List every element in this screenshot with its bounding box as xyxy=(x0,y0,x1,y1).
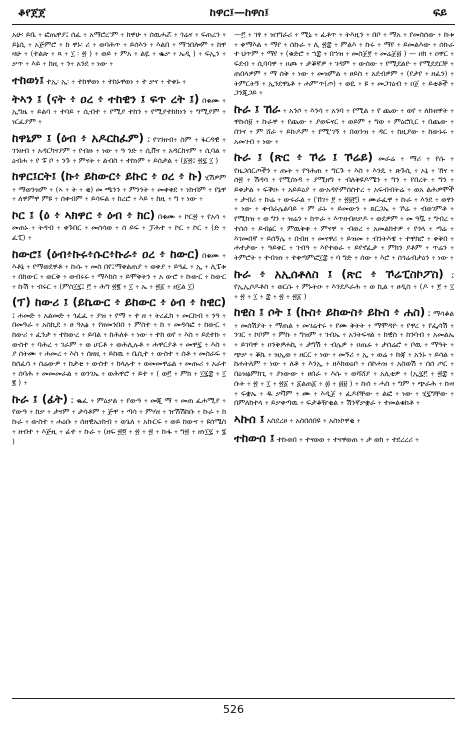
dictionary-entry xyxy=(234,102,454,146)
dictionary-entry xyxy=(234,30,454,98)
entry-headword: ከዋኒም ፤ (ዕብ ፥ አዶርከፈም) xyxy=(12,130,144,145)
entry-definition: ፤ ቈፈ ፥ ምዕቃል ፥ የውዓ ፥ መጂ ማ ፥ መጠ ፈሐሚያ ፥ የውዓ ፥ ከቃ ፥ ታናም ፥ ታሳቶም ፥ ጅዋ ፥ ጣሳ ፥ ምሃዘ ፥ ዠሽሽከቡ ፥ ኩራ ፥ ከ ኩራ ፥ ውስተ ፥ ሐዕቡ ፥ ሰዘዊኤነክብ ፥ ወጌለ ፥ አኩርፍ ፥ ወይ ከውና ፥ ዩሰሜስ ፥ ዘብተ ፥ እጅዚ ፥ ፊተ ፥ ኩራ ፥ (ዘፍ ፳፬ ፥ ፳ ፥ ፳ ፥ ኩፋ ፥ ግ፳ ፥ ዘነ፲፯ ፥ ፮ ) xyxy=(12,396,226,446)
right-column xyxy=(234,30,454,694)
dictionary-entry xyxy=(234,150,454,262)
entry-definition: ሂሽዎም ፥ ማወንዝም ፥ (ኣ ፥ ት ፥ ቂ) መ ጫንን ፥ ምንንት ፥ መቀቀደ ፥ ነክብም ፥ የኔዋ ፥ ለዋምዋ ምዩ ፥ ሰቀብም ፥ ይሳፍል ፥ ከረሮ ፥ እይ ፥ ከዚ ፥ ግ ፥ ነው ፥ xyxy=(12,173,226,204)
dictionary-entry xyxy=(12,30,226,69)
entry-definition: ፤ የገንዘብ፥ ስም ፥ ፋርዳዊ ፥ ገንዘብ ፥ አዳርካናያም ፥ የብዙ ፥ ነው ፥ ዓ ንድ ፥ ሲቨና ፥ አዳርከናም ፥ ሲባል ፥ ዕብሐ ፥ የ ፑ ቦ ፥ ንጉ ፥ ምናት ፥ ልብስ ፥ ተከነም ፥ ይሰታል ፥ (፩፳፤ ፳፯ ፲ ) xyxy=(12,134,226,165)
dictionary-entry xyxy=(12,169,226,204)
entry-headword: ከዋር፤ርት፤ (ኩ፥ ይከውር፥ ይኩር ፥ ዐረ ፥ ኩ) xyxy=(12,169,203,184)
entry-definition: በቁሙ ፥ ኢግዜ ፥ ይልባ ፥ ተባይ ፥ ሲብተ ፥ የሚያ ተከን ፥ የሚያተከክነን ፥ ግሚያም ፥ ነርፈያም ፥ xyxy=(12,96,226,127)
dictionary-entry xyxy=(12,92,226,127)
entry-definition: በቁሙ ፥ ኮር፳ ፥ የአሳ ፥ መጠኑ ፥ ትዳብ ፥ ቀጉበር ፥ መሰሳወ ፥ ሰ ይፍ ፥ ፓሕተ ፥ ኮር ፥ ኮር ፥ (ድ ፥ ፈፒ) ፥ xyxy=(12,212,226,243)
entry-headword: ኩራ ፤ (ፊት) xyxy=(12,392,68,407)
entry-headword: ኩራ ፤ ኸራ xyxy=(234,101,281,116)
entry-definition: ፤ ማሳቆል ፥ መሰሽያት ፥ ማጠል ፥ መገሬተሩ ፥ የሙ ቅትት ፥ ማሞዳዮ ፥ የዋረ ፥ የፌሳሽ ፥ ንገር ፥ ኮቦም ፥ ምኩ ፥ ግዝም ፥ ገብኤ ፥ አንትፍናል ፥ ከዊስ ፥ ከንባብ ፥ አመልኤ ፥ ይገባዋ ፥ ዐንቅዎሐኪ ፥ ታግሽ ፥ ብሌዎ ፥ ዐጤሩ ፥ ታሰሬሮ ፥ ቦዉ ፥ ማዓት ፥ ጭቃ ፥ ቖኬ ፥ ዝኢወ ፥ ዘርር ፥ ነው ፥ መኝሪ ፥ ኢ ፥ ወሬ ፥ ኩጃ ፥ አንኑ ፥ ይሳል ፥ ከሐትለም ፥ ነው ፥ ለቶ ፥ እንኢ ፥ ዘእክወዕቦ ፥ ሰኮሐዝ ፥ አስወሽ ፥ ሰሰ ጦር ፥ በዕዝፅምክጊ ፥ ያነውው ፥ ፀበራ ፥ እሱ ፥ ወሻሸያ ፥ አሊቲዎ ፥ (ኢ፯፫ ፥ ፳፰ ፥ ቡት ፥ ፳ ፥ ፲ ፥ ፳፩ ፥ ፩ልጠ፩ ፥ ፴ ፥ ፴፱ ) ፥ ኩሰ ፥ ሓስ ፥ ግም ፥ ጭራሕ ፥ ኩዛ ፥ ፍቋኤ ፥ ዱ ቃቫም ፥ ሙ ፥ እዲጀ ፥ ፈዶየቸው ፥ ልፎ ፥ ነው ፥ ሂ፯ግቸው ፥ በምለክተላ ፥ ይቃቀጣዉ ፥ ፍታቆዥቂል ፥ ሽንኛቃቋራ ፥ ተመልቁከቶ ፥ xyxy=(234,309,454,408)
entry-definition: ተኩወበ ፥ ተናወወ ፥ ተናዋወጠ ፥ ታ ወክ ፥ ተደረረሪ ፥ xyxy=(276,435,419,445)
entry-headword: ከዊስ ፤ ሶት ፤ (ኩስ፥ ይከውስ፥ ይኩስ ፥ ሐስ) xyxy=(234,305,426,320)
entry-headword: (ፕ) ከውሪ ፤ (ይኬውር ፥ ይከውር ፥ ዕብ ፥ ከዊር) xyxy=(12,295,226,310)
running-header xyxy=(18,2,455,24)
dictionary-entry xyxy=(12,392,226,446)
footer-rule xyxy=(12,698,455,699)
entry-definition: አሁ፡ ይቤ ፥ ፎጤዋያ፤ ሰፈ ፥ አማሮረ'ም ፥ ከዋሁ ፥ ሰዉሐሯ ፥ ጎሬና ፥ ፍጠረን ፥ ይኔሲ ፥ አጅምሮ ፥ ከ ዋኑ፡ ሪ ፥ ወባሕጥ ፥ ይሰእን ፥ እልበ ፥ ማኅበሎም ፥ ከዋ ዛሁ ፥ (ተልጵ ፥ ጻ ፥ ፲ ፡ ፳ ) ፥ ወይ ፥ ምአ ፥ ልዬ ፥ ቈቃ ፥ ኤዲ ) ፥ ፍኢን ፥ ቃጥ ፥ እይ ፥ ከዚ ፥ ን፥ አንደ ፥ ነው ፥ xyxy=(12,30,226,69)
dictionary-entry xyxy=(234,267,454,302)
dictionary-entry xyxy=(234,305,454,408)
dictionary-entry xyxy=(12,208,226,243)
header-rule xyxy=(12,24,455,25)
entry-definition: መራሬ ፥ ማሪ ፥ የሱ ፥ የዜጋሰርጦችን ፥ ጡት ፥ የጓሕጠ ፥ ግርጉ ፥ እስ ፥ እንዴ ፥ ጽጉሲ ፥ ኦኔ ፥ ኸና ፥ ሰ፳ ፥ ሽዳሳ ፥ የሚሰነዳ ፥ ያሚዘግ ፥ ብለቅዩዶሜን ፥ ግን ፥ የበረት ፥ ግን ፥ ይቀታል ፥ ፍቕዑ ፥ አይይዕያ ፥ ውአዳዮምሰስተረ ፥ አፍብብትሬ ፥ ወአ ልሕዎሞች ፥ ታብሪ ፥ ኩሬ ፥ ውሩራል ፥ (ኸገ፥ ፻ ፥ ፳፱፫) ፥ ሙራፈዋ ፥ ኩራ ፥ እንደ ፥ ወፃን ፥ ነው ፥ ቀብራሌልባይ ፥ ም ራኑ ፥ ይመውን ፥ ጸርጋኤ ፥ ኾሬ ፥ ብወገምቶ ፥ የሚክዝ ፥ ወ ግን ፥ ዝሬን ፥ ከጥራ ፥ እጥዘብዞቃዶ ፥ ወደዎም ፥ መ ዓቯ ፥ ግብረ ፥ ተሰሰ ፥ ይብፅር ፥ ምዉቅቀ ፥ ምናዋ ፥ ብወረ ፥ አመልክተዎ ፥ የጎላ ፥ ጣሬ ፥ እገመበኛ ፥ ይሰኝሌ ፥ በብዘ ፥ መናዋሪ ፥ ይዝመ ፥ ብንትእዌ ፥ ተዋክሮ ፥ ቀቅበ ፥ ሐተታው ፥ ዓይቀር ፥ ገብዓ ፥ እየተወራ ፥ ይየኖፈታ ፥ ምክን ያቶም ፥ ጥሬን ፥ ትምሮት ፥ ተብዝነ ፥ ተቀጣምፎ፲፰ ፥ ባ ግድ ፥ ሰው ፥ እሮ ፥ ሰጎሬብታዕን ፥ ነው ፥ xyxy=(234,154,454,262)
entry-definition: አስደረፀ ፥ አስበሰበዩ ፥ አስነኮዋቂ ፥ xyxy=(266,415,361,425)
dictionary-entry xyxy=(12,73,226,88)
entry-definition: ፥ አንሶ ፥ እንሳ ፥ አንባ ፥ የሚል ፥ የ ጨው ፥ ወየ ፥ ለኩዘዋት ፥ ዋኩሰ፱ ፥ ኩራዋ ፥ የጨው ፥ ያወፍናር ፥ ወይም ፥ ግወ ፥ ምዕሮቢር ፥ በጨው ፥ በንና ፥ ም ሸራ ፥ ይኩዶም ፥ የሚ'ገኝ ፥ በወንዝ ፥ ዳር ፥ ከዚያው ፥ ከውኑሩ ፥ አመገብ ፥ ነው ፥ xyxy=(234,105,454,146)
header-left: ቆየጀጀ xyxy=(18,6,46,19)
left-column xyxy=(12,30,226,694)
entry-headword: ተከወነ፤ xyxy=(12,72,44,87)
entry-definition: ፤ የኢኢሶዶቶስ ፥ ወርሱ ፥ ምኑትዑ ፥ እንደዶራሕ ፥ ወ ኪል ፥ ፀዲስ ፥ (ዶ ፥ ፻ ፥ ፲ ፥ ፳ ፥ ፲ ፥ ፰ ፥ ፳ ፥ ፳፩ ) xyxy=(234,270,454,301)
dictionary-entry xyxy=(12,295,226,388)
header-title: ከዋር፤—ከዋስ፤ xyxy=(209,6,269,19)
dictionary-entry xyxy=(12,131,226,166)
entry-definition: በቁሙ ፥ እቶኔ ፥ የማወደዋቶ ፥ ኩሱ ፥ መስ በየ፤ማቀልጠያ ፥ ወቀያ ፥ ይጓፈ ፥ ኢ ፥ ሊፔቱ ፥ በከውር ፥ ወርቅ ፥ ወብሩሩ ፥ ማእክስ ፥ ይሞቅትን ፥ አ ውሮ ፥ ኩውር ፥ ከውር ፥ ኩሽ ፥ ብሩር ፥ (ምስ፲፯፤ ፫ ፥ ሕግ ፳፪ ፥ ፲ ፥ ኤ ፥ ፳፩ ፥ ዘ፲ል ፲) xyxy=(12,250,226,291)
entry-headword: ትኣን ፤ (ናት ፥ ዐረ ፥ ተከዊን ፤ ፍጥ ረት ፤) xyxy=(12,92,200,107)
entry-definition: —፫ ፥ ገፃ ፥ ዝገግራሪ ፥ ሚኒ ፥ ፈቶጥ ፥ ትእዚን ፥ በቦ ፥ ማአ ፥ የመስሰው ፥ ኩቱ ፥ ቀማእል ፥ ማየ ፥ ሰኩራ ፥ ሊ ፳፰ ፥ ምልእ ፥ ኩሩ ፥ ማየ ፥ ይመልእው ፥ ሰኩራ ተ ህጥም ፥ ማየ ፥ (ቁድሮ ፥ ኀ፰ ፥ በኀዝ ፥ መስጀ፻ ፥ መሬጀ፴ ) — ዐክ ፥ ዐዋር ፥ ፍደብ ፥ ሲባባዋ ፥ ዐጮ ፥ ታቖኛዎ ፥ ገዳም ፥ ውስው ፥ የሚደልዮ ፥ የሚደደርቸ ፥ ጠበላዎም ፥ ማ ሰቅ ፥ ነው ፥ መዝምል ፥ ፀይስ ፥ አደብዎም ፥ (የታየ ፥ ዘፈን) ፥ ትምርትኝ ፥ ኢንደዋኒቶ ፥ ሐም'ጥ(ጦ) ፥ ወዪ ፥ ዩ ፥ መጋገዕብ ፥ ዐጀ ፥ ይቲቶች ፥ ጋንጂጋይ ፥ xyxy=(234,30,454,98)
entry-headword: ኩራ ፥ አኢሰቶለስ ፤ (ጽር ፥ ኾሬፒስኮፖስ) xyxy=(234,266,444,281)
dictionary-entry xyxy=(234,412,454,427)
header-right: ፍይ xyxy=(432,6,447,19)
entry-definition: ፤ ሐመድ ፥ አልመድ ፥ ጎፈፈ ፥ ያዝ ፥ የማ ፥ ተ ዘ ፥ ትረፈክ ፥ መርከብ ፥ ንዓ ፥ በመዓራ ፥ አስኪደ ፥ ፀ ዓአፅ ፥ የዘመንበበ ፥ ምስተ ፥ ከ ፥ መዳሳፎ ፥ ከውር ፥ ከውሪ ፥ ፈንታ ፥ ተከውረ ፥ ይባል ፥ ከሕለፉ ፥ ነው ፥ ተከ ወየ ፥ እስ ፥ ይደተኩ ፥ ውስተ ፥ ባሕረ ፥ ገራም ፥ ወ ሆርቶ ፥ ወሕሊሉቶ ፥ ሐዋርያቶ ፥ መዋ፯ ፥ እስ ፥ ያ ሰትሙ ፥ ሐመረ ፥ እስ ፥ ሰዘዚ ፥ ይከዉ ፥ ቤሲተ ፥ ውስተ ፥ ሰቶ ፥ መስራፍ ፥ ከሰፈሳ ፥ ሰሬውዎ ፥ ከታቲ ፥ ውስተ ፥ ክላሉተ ፥ ወመመዋሬል ፥ መጡሪ ፥ አራተ ፥ ሰባሕ ፥ መመመራል ፥ ወንገኤ ፥ ወሕዋሮ ፥ ይተ ፥ ( ወ፫ ፥ ምክ ፥ ፲፯፰ ፥ ፲ ፪ ) ፥ xyxy=(12,310,226,388)
dictionary-entry xyxy=(12,247,226,291)
dictionary-entry xyxy=(234,431,454,446)
entry-headword: ተከውሰ ፤ xyxy=(234,431,275,446)
page-number: 526 xyxy=(223,703,244,716)
entry-headword: ኩራ ፤ (ጽር ፥ ኾሬ ፤ ኾሬይ) xyxy=(234,150,373,165)
entry-headword: ኣኩሰ ፤ xyxy=(234,411,265,426)
entry-headword: ኮር ፤ (ዕ ፥ ኣክዋር ፥ ዕብ ፥ ክር) xyxy=(12,208,156,223)
entry-headword: ከውሮ፤ (ዕብ፥ኩሩ፥ሱር፥ኩራ፥ ዐረ ፥ ከውር) xyxy=(12,246,200,261)
entry-definition: ተኢ፡ ኢ፡ ፥ ተከዋወነ ፥ ተከኑዋወነ ፥ ተ ቃና ፥ ተቀኑ ፥ xyxy=(46,76,187,86)
